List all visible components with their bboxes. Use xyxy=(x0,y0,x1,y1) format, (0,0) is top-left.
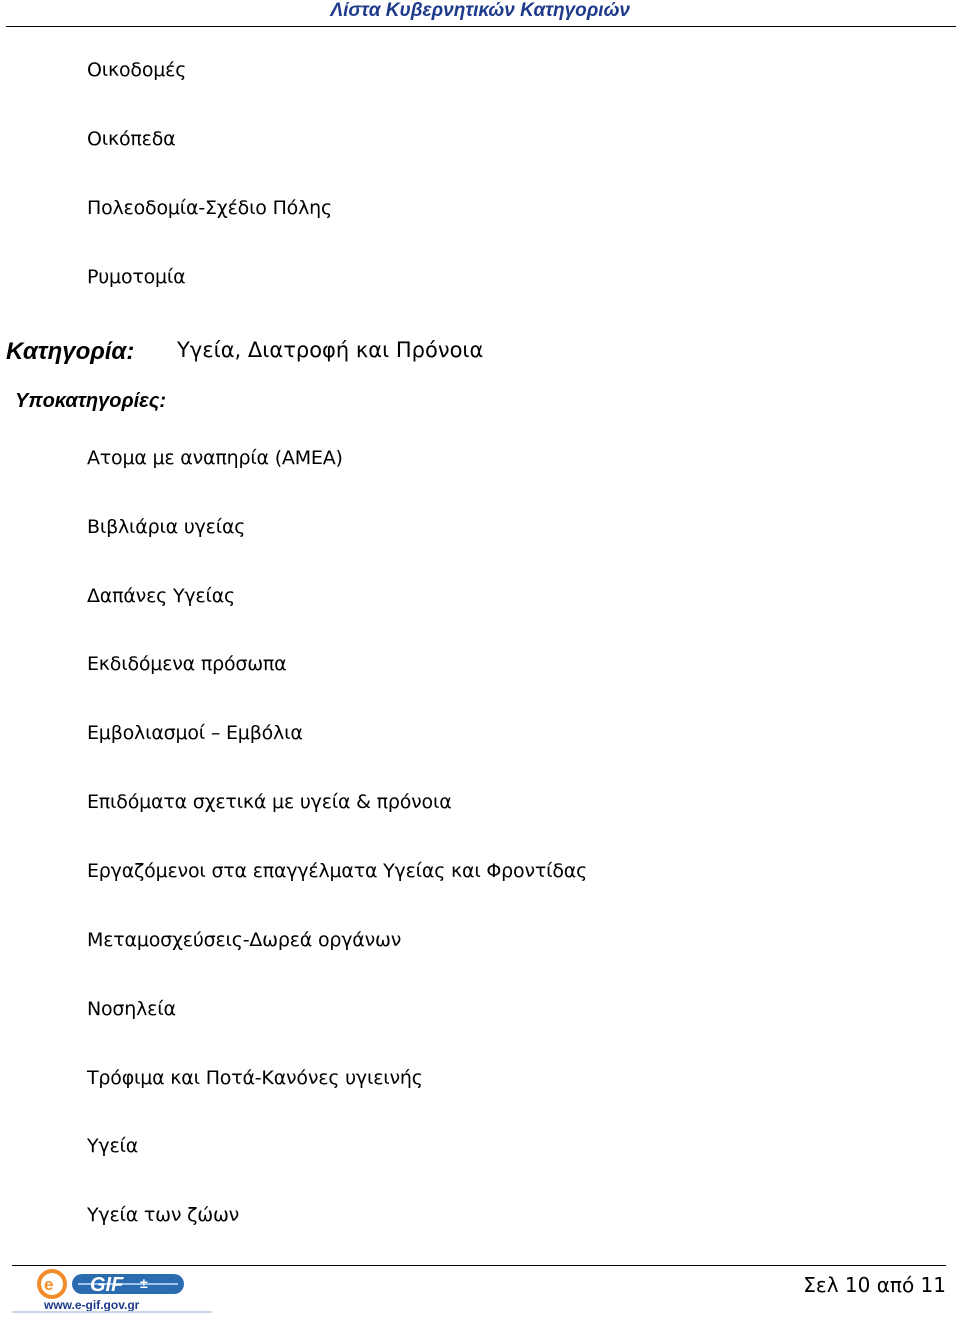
list-item: Εκδιδόμενα πρόσωπα xyxy=(87,653,287,675)
footer-divider xyxy=(12,1265,946,1266)
list-item: Υγεία των ζώων xyxy=(87,1204,240,1226)
list-item: Οικοδομές xyxy=(87,59,187,81)
list-item: Ρυμοτομία xyxy=(87,266,186,288)
page-number: Σελ 10 από 11 xyxy=(803,1273,946,1297)
list-item: Εργαζόμενοι στα επαγγέλματα Υγείας και Φροντίδας xyxy=(87,860,588,882)
list-item: Ατομα με αναπηρία (ΑΜΕΑ) xyxy=(87,447,343,469)
list-item: Δαπάνες Υγείας xyxy=(87,585,235,607)
subcategories-label: Υποκατηγορίες: xyxy=(15,390,167,412)
list-item: Οικόπεδα xyxy=(87,128,176,150)
list-item: Μεταμοσχεύσεις-Δωρεά οργάνων xyxy=(87,929,402,951)
list-item: Νοσηλεία xyxy=(87,998,176,1020)
list-item: Επιδόματα σχετικά με υγεία & πρόνοια xyxy=(87,791,452,813)
svg-text:e: e xyxy=(44,1275,54,1294)
category-value: Υγεία, Διατροφή και Πρόνοια xyxy=(177,338,484,362)
egif-logo xyxy=(12,1268,212,1314)
header-divider xyxy=(6,26,956,27)
category-label: Κατηγορία: xyxy=(6,338,135,365)
svg-text:www.e-gif.gov.gr: www.e-gif.gov.gr xyxy=(44,1298,140,1312)
list-item: Εμβολιασμοί – Εμβόλια xyxy=(87,722,303,744)
list-item: Υγεία xyxy=(87,1135,139,1157)
list-item: Πολεοδομία-Σχέδιο Πόλης xyxy=(87,197,332,219)
list-item: Τρόφιμα και Ποτά-Κανόνες υγιεινής xyxy=(87,1067,423,1089)
page-header-title: Λίστα Κυβερνητικών Κατηγοριών xyxy=(330,0,630,21)
svg-text:±: ± xyxy=(140,1275,148,1291)
list-item: Βιβλιάρια υγείας xyxy=(87,516,246,538)
svg-text:GIF: GIF xyxy=(90,1274,124,1296)
